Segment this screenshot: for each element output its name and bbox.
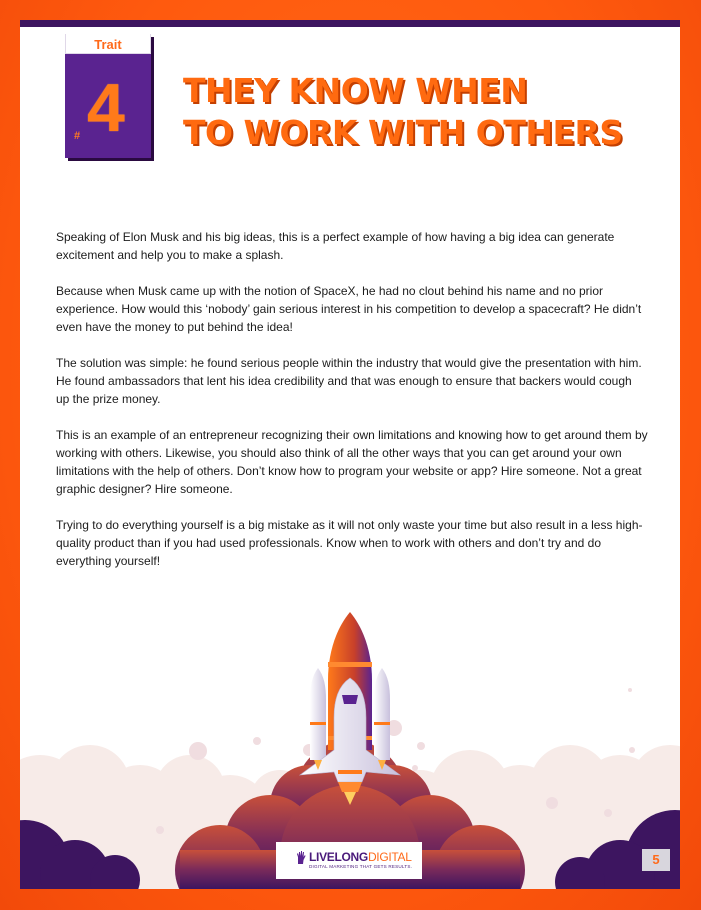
paragraph: Because when Musk came up with the notion of SpaceX, he had no clout behind his name and no prior experience. How would this ‘nobody’ gain serious interest in his competition to develop a spacecraft? He didn’t even have the money to put behind the idea! [56, 284, 642, 334]
logo-name [309, 850, 412, 864]
title-line-1: THEY KNOW WHEN [183, 71, 528, 110]
page-title [183, 70, 663, 154]
paragraph: The solution was simple: he found serious people within the industry that would give the presentation with him. He found ambassadors that lent his idea credibility and that was enough to ensure that backers would cough up the prize money. [56, 356, 642, 406]
paragraph: Trying to do everything yourself is a big mistake as it will not only waste your time but also result in a less high-quality product than if you had used professionals. Know when to work with others and don’t try and do everything yourself! [56, 518, 643, 568]
logo-name-light: DIGITAL [367, 850, 412, 864]
trait-badge [65, 34, 151, 158]
trait-number: 4 [87, 70, 123, 146]
title-line-2: TO WORK WITH OTHERS [183, 113, 623, 152]
hand-icon [296, 851, 306, 865]
trait-label: Trait [65, 34, 151, 54]
page [20, 20, 680, 889]
logo-name-bold: LIVELONG [309, 850, 368, 864]
top-bar [20, 20, 680, 27]
logo [276, 842, 422, 879]
paragraph: This is an example of an entrepreneur recognizing their own limitations and knowing how to get around them by working with others. Likewise, you should also think of all the other ways that you can get around your own limitations with the help of others. Don’t know how to program your website or app? Hire someone. Not a great graphic designer? Hire someone. [56, 428, 648, 496]
body-text [56, 228, 648, 588]
page-number: 5 [642, 849, 670, 871]
paragraph: Speaking of Elon Musk and his big ideas, this is a perfect example of how having a big idea can generate excitement and help you to make a splash. [56, 230, 615, 262]
logo-tagline: DIGITAL MARKETING THAT GETS RESULTS. [309, 864, 413, 869]
trait-hash: # [74, 130, 81, 142]
